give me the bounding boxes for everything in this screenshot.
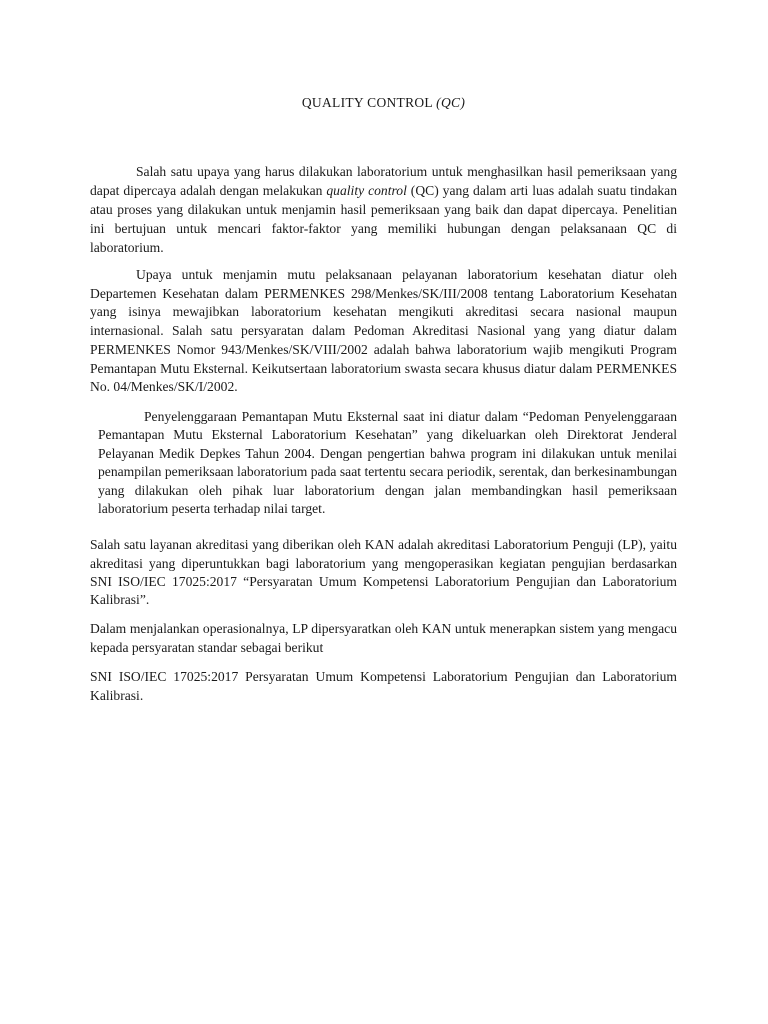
title-text: QUALITY CONTROL [301,95,437,110]
paragraph-6: SNI ISO/IEC 17025:2017 Persyaratan Umum Kompetensi Laboratorium Pengujian dan Laboratorium Kalibrasi. [90,669,677,704]
paragraph-1-italic-term: quality control [326,183,407,198]
paragraph-3: Penyelenggaraan Pemantapan Mutu Eksternal saat ini diatur dalam “Pedoman Penyelenggaraan Pemantapan Mutu Eksternal Laboratorium Kesehatan” yang dikeluarkan oleh Direktorat Jenderal Pelayanan Medik Depkes Tahun 2004. Dengan pengertian bahwa program ini dilakukan untuk menilai penampilan pemeriksaan laboratorium pada saat tertentu secara periodik, serentak, dan berkesinambungan yang dilakukan oleh pihak luar laboratorium dengan jalan membandingkan hasil pemeriksaan laboratorium peserta terhadap nilai target. [98,408,677,516]
paragraph-2: Upaya untuk menjamin mutu pelaksanaan pelayanan laboratorium kesehatan diatur oleh Departemen Kesehatan dalam PERMENKES 298/Menkes/SK/III/2008 tentang Laboratorium Kesehatan yang isinya mewajibkan laboratorium kesehatan mengikuti akreditasi secara nasional maupun internasional. Salah satu persyaratan dalam Pedoman Akreditasi Nasional yang yang diatur dalam PERMENKES Nomor 943/Menkes/SK/VIII/2002 adalah bahwa laboratorium wajib mengikuti Program Pemantapan Mutu Eksternal. Keikutsertaan laboratorium swasta secara khusus diatur dalam PERMENKES No. 04/Menkes/SK/I/2002. [90,267,677,395]
document-title [90,94,677,112]
paragraph-1 [90,162,677,257]
title-abbreviation: (QC) [436,95,466,110]
paragraph-5: Dalam menjalankan operasionalnya, LP dipersyaratkan oleh KAN untuk menerapkan sistem yang mengacu kepada persyaratan standar sebagai berikut [90,621,677,656]
paragraph-1-part-b: (QC) yang dalam arti luas adalah suatu tindakan atau proses yang dilakukan untuk menjamin hasil pemeriksaan yang baik dan dapat dipercaya. Penelitian ini bertujuan untuk mencari faktor-faktor yang memiliki hubungan dengan pelaksanaan QC di laboratorium. [90,183,677,255]
paragraph-1-part-a: Salah satu upaya yang harus dilakukan laboratorium untuk menghasilkan hasil pemeriksaan yang dapat dipercaya adalah dengan melakukan [90,164,677,198]
paragraph-4: Salah satu layanan akreditasi yang diberikan oleh KAN adalah akreditasi Laboratorium Penguji (LP), yaitu akreditasi yang diperuntukkan bagi laboratorium yang mengoperasikan kegiatan pengujian berdasarkan SNI ISO/IEC 17025:2017 “Persyaratan Umum Kompetensi Laboratorium Pengujian dan Laboratorium Kalibrasi”. [90,537,677,607]
